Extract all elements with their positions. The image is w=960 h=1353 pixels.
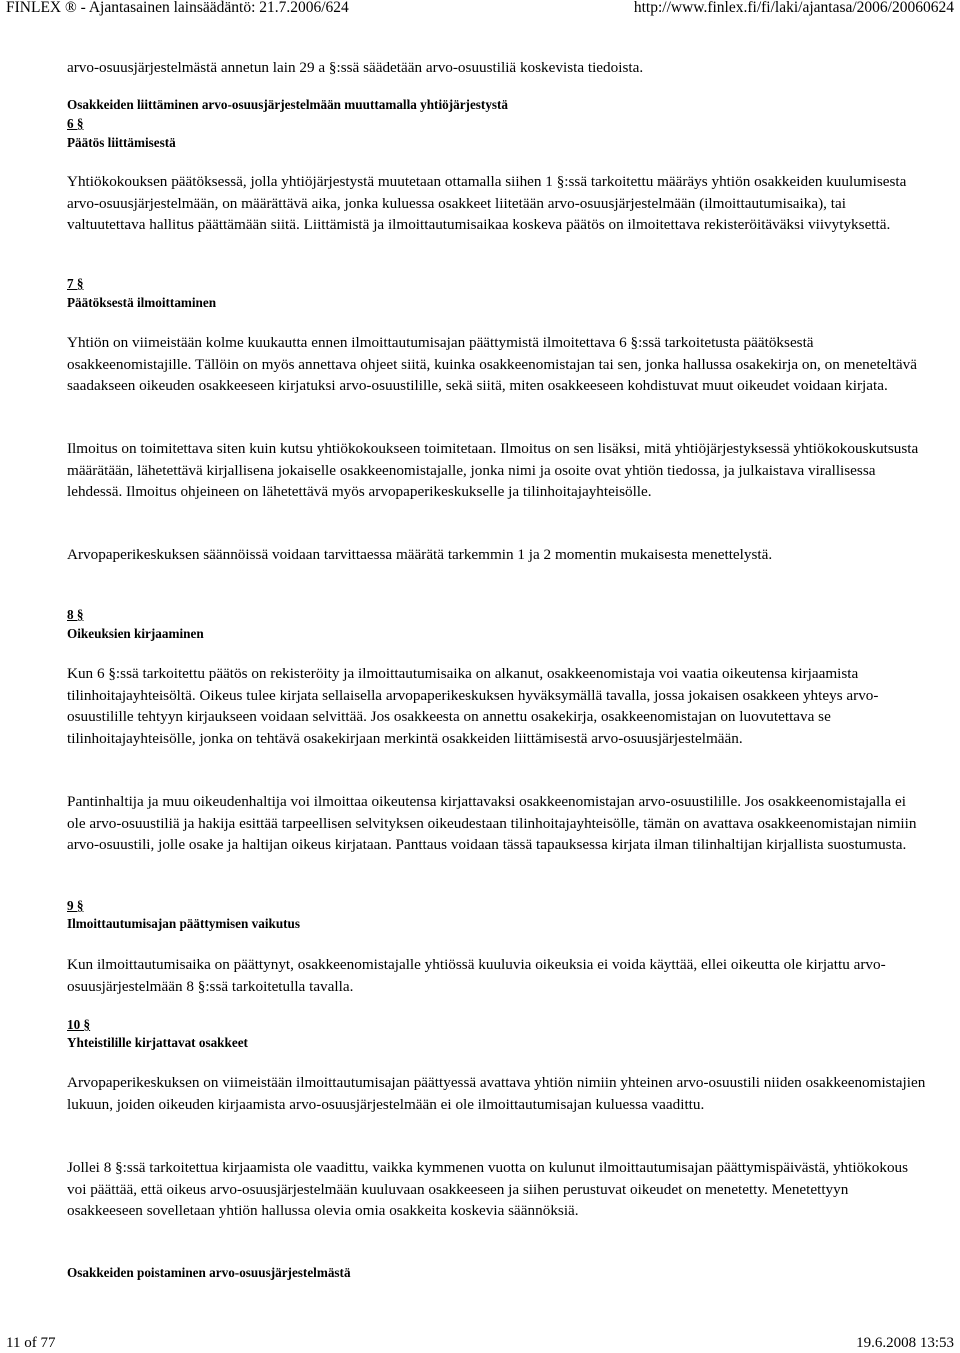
chapter-heading: Osakkeiden liittäminen arvo-osuusjärjestelmään muuttamalla yhtiöjärjestystä xyxy=(67,97,509,112)
section-8-paragraph-2: Pantinhaltija ja muu oikeudenhaltija voi ilmoittaa oikeutensa kirjattavaksi osakkeenomistajan arvo-osuustilille. Jos osakkeenomistajalla ei ole arvo-osuustiliä ja hakija esittää tarpeellisen selvityksen oikeudestaan tilinhoitajayhteisölle, tämän on avattava osakkeenomistajan nimiin arvo-osuustili, jolle osake ja haltijan oikeus kirjataan. Panttaus voidaan tässä tapauksessa kirjata ilman tilinhaltijan kirjallista suostumusta. xyxy=(67,793,917,853)
section-8-link[interactable]: 8 § xyxy=(67,607,84,622)
section-6-number[interactable] xyxy=(67,115,927,133)
header-title: FINLEX ® - Ajantasainen lainsäädäntö: 21.7.2006/624 xyxy=(6,0,349,16)
section-9-paragraph-1: Kun ilmoittautumisaika on päättynyt, osakkeenomistajalle yhtiössä kuuluvia oikeuksia ei voida käyttää, ellei oikeutta ole kirjattu arvo-osuusjärjestelmään 8 §:ssä tarkoitetulla tavalla. xyxy=(67,956,886,995)
section-6-title: Päätös liittämisestä xyxy=(67,135,176,150)
print-header xyxy=(0,0,960,20)
section-9-number[interactable] xyxy=(67,897,927,915)
section-8-title: Oikeuksien kirjaaminen xyxy=(67,626,204,641)
section-6-paragraph-1: Yhtiökokouksen päätöksessä, jolla yhtiöjärjestystä muutetaan ottamalla siihen 1 §:ssä tarkoitettu määräys yhtiön osakkeiden kuulumisesta arvo-osuusjärjestelmään, on määrättävä aika, jonka kuluessa osakkeet liitetään arvo-osuusjärjestelmään (ilmoittautumisaika), tai valtuutettava hallitus päättämään siitä. Liittämistä ja ilmoittautumisaikaa koskeva päätös on ilmoitettava rekisteröitäväksi viivytyksettä. xyxy=(67,173,907,233)
section-7-number[interactable] xyxy=(67,275,927,293)
section-10-link[interactable]: 10 § xyxy=(67,1017,91,1032)
section-6-link[interactable]: 6 § xyxy=(67,116,84,131)
print-timestamp: 19.6.2008 13:53 xyxy=(856,1335,954,1351)
section-10-title: Yhteistilille kirjattavat osakkeet xyxy=(67,1035,248,1050)
page-counter: 11 of 77 xyxy=(6,1335,56,1351)
section-10-paragraph-1: Arvopaperikeskuksen on viimeistään ilmoittautumisajan päättyessä avattava yhtiön nimiin yhteinen arvo-osuustili niiden osakkeenomistajien lukuun, joiden oikeuden kirjaamista arvo-osuusjärjestelmään ei ole ilmoittautumisajan kuluessa vaadittu. xyxy=(67,1074,926,1113)
print-footer xyxy=(0,1334,960,1353)
section-7-paragraph-2: Ilmoitus on toimitettava siten kuin kutsu yhtiökokoukseen toimitetaan. Ilmoitus on sen lisäksi, mitä yhtiöjärjestyksessä yhtiökokouskutsusta määrätään, lähetettävä kirjallisena jokaiselle osakkeenomistajalle, jonka nimi ja osoite ovat yhtiön tiedossa, ja julkaistava virallisessa lehdessä. Ilmoitus ohjeineen on lähetettävä myös arvopaperikeskukselle ja tilinhoitajayhteisölle. xyxy=(67,440,919,500)
paragraph-intro: arvo-osuusjärjestelmästä annetun lain 29 a §:ssä säädetään arvo-osuustiliä koskevista tiedoista. xyxy=(67,59,644,76)
next-chapter-heading: Osakkeiden poistaminen arvo-osuusjärjestelmästä xyxy=(67,1265,351,1280)
section-7-paragraph-1: Yhtiön on viimeistään kolme kuukautta ennen ilmoittautumisajan päättymistä ilmoitettava 6 §:ssä tarkoitetusta päätöksestä osakkeenomistajille. Tällöin on myös annettava ohjeet siitä, kuinka osakkeenomistajan tai sen, jonka hallussa osakekirja on, on meneteltävä saadakseen oikeuden osakkeeseen kirjatuksi arvo-osuustilille, sekä siitä, miten osakkeeseen kohdistuvat muut oikeudet voidaan kirjata. xyxy=(67,334,917,394)
section-9-title: Ilmoittautumisajan päättymisen vaikutus xyxy=(67,916,301,931)
section-7-paragraph-3: Arvopaperikeskuksen säännöissä voidaan tarvittaessa määrätä tarkemmin 1 ja 2 momentin mukaisesta menettelystä. xyxy=(67,546,773,563)
section-10-paragraph-2: Jollei 8 §:ssä tarkoitettua kirjaamista ole vaadittu, vaikka kymmenen vuotta on kulunut ilmoittautumisajan päättymispäivästä, yhtiökokous voi päättää, että oikeus arvo-osuusjärjestelmään kuuluvaan osakkeeseen ja siihen perustuvat oikeudet on menetetty. Menetettyyn osakkeeseen sovelletaan yhtiön hallussa olevia omia osakkeita koskevia säännöksiä. xyxy=(67,1159,909,1219)
header-url[interactable]: http://www.finlex.fi/fi/laki/ajantasa/2006/20060624 xyxy=(633,0,954,16)
section-8-number[interactable] xyxy=(67,606,927,624)
section-9-link[interactable]: 9 § xyxy=(67,898,84,913)
section-8-paragraph-1: Kun 6 §:ssä tarkoitettu päätös on rekisteröity ja ilmoittautumisaika on alkanut, osakkeenomistaja voi vaatia oikeutensa kirjaamista tilinhoitajayhteisöltä. Oikeus tulee kirjata sellaisella arvopaperikeskuksen hyväksymällä tavalla, jossa jokaisen osakkeen yhteys arvo-osuustilille tehtyyn kirjaukseen voidaan selvittää. Jos osakkeesta on annettu osakekirja, osakkeenomistajan on luovutettava se tilinhoitajayhteisölle, jonka on tehtävä osakekirjaan merkintä osakkeiden liittämisestä arvo-osuusjärjestelmään. xyxy=(67,665,879,747)
section-7-link[interactable]: 7 § xyxy=(67,276,84,291)
section-10-number[interactable] xyxy=(67,1016,927,1034)
section-7-title: Päätöksestä ilmoittaminen xyxy=(67,295,217,310)
